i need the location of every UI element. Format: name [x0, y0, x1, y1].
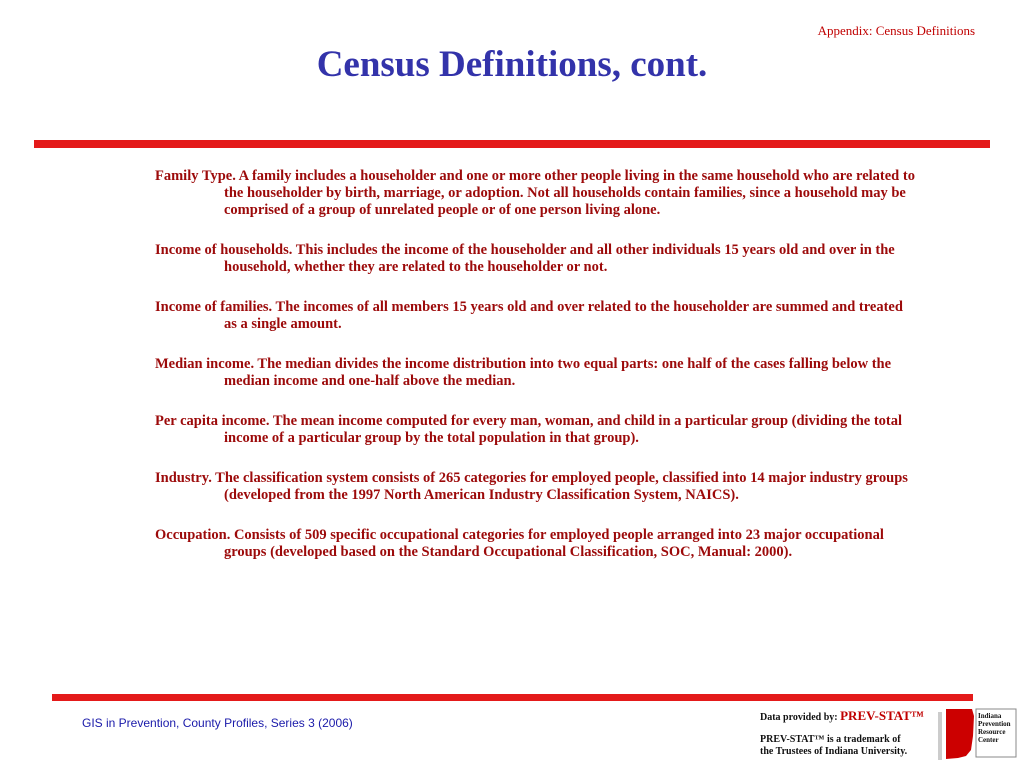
logo-line: Resource: [978, 728, 1006, 736]
top-divider: [34, 140, 990, 148]
definitions-list: [155, 168, 915, 584]
definition-median-income: Median income. The median divides the income distribution into two equal parts: one half of the cases falling below the median income and one-half above the median.: [155, 356, 892, 389]
logo-text: [978, 712, 1011, 744]
data-provided-label: Data provided by:: [760, 712, 838, 723]
definition-per-capita-income: Per capita income. The mean income computed for every man, woman, and child in a particular group (dividing the total income of a particular group by the total population in that group).: [155, 413, 903, 446]
logo-line: Indiana: [978, 712, 1002, 720]
data-provided-line: [760, 710, 924, 724]
footer-series-title: GIS in Prevention, County Profiles, Series 3 (2006): [82, 716, 353, 730]
definition-income-of-households: Income of households. This includes the income of the householder and all other individuals 15 years old and over in the household, whether they are related to the householder or not.: [155, 242, 895, 275]
appendix-label: Appendix: Census Definitions: [817, 23, 975, 38]
definition-industry: Industry. The classification system consists of 265 categories for employed people, classified into 14 major industry groups (developed from the 1997 North American Industry Classification System, NAICS).: [155, 470, 908, 503]
bottom-divider: [52, 694, 973, 701]
trademark-line-1: PREV-STAT™ is a trademark of: [760, 734, 901, 745]
logo-line: Prevention: [978, 720, 1011, 728]
footer-credit: [760, 710, 924, 758]
page-title: Census Definitions, cont.: [316, 44, 708, 85]
definition-occupation: Occupation. Consists of 509 specific occupational categories for employed people arranged into 23 major occupational groups (developed based on the Standard Occupational Classification, SOC, Manual: 2000).: [155, 527, 884, 560]
logo-line: Center: [978, 736, 999, 744]
definition-family-type: Family Type. A family includes a householder and one or more other people living in the same household who are related to the householder by birth, marriage, or adoption. Not all households contain families, since a household may be comprised of a group of unrelated people or of one person living alone.: [155, 168, 915, 218]
prev-stat-brand: PREV-STAT™: [840, 708, 924, 723]
definition-income-of-families: Income of families. The incomes of all members 15 years old and over related to the householder are summed and treated as a single amount.: [155, 299, 903, 332]
trademark-line-2: the Trustees of Indiana University.: [760, 746, 908, 757]
